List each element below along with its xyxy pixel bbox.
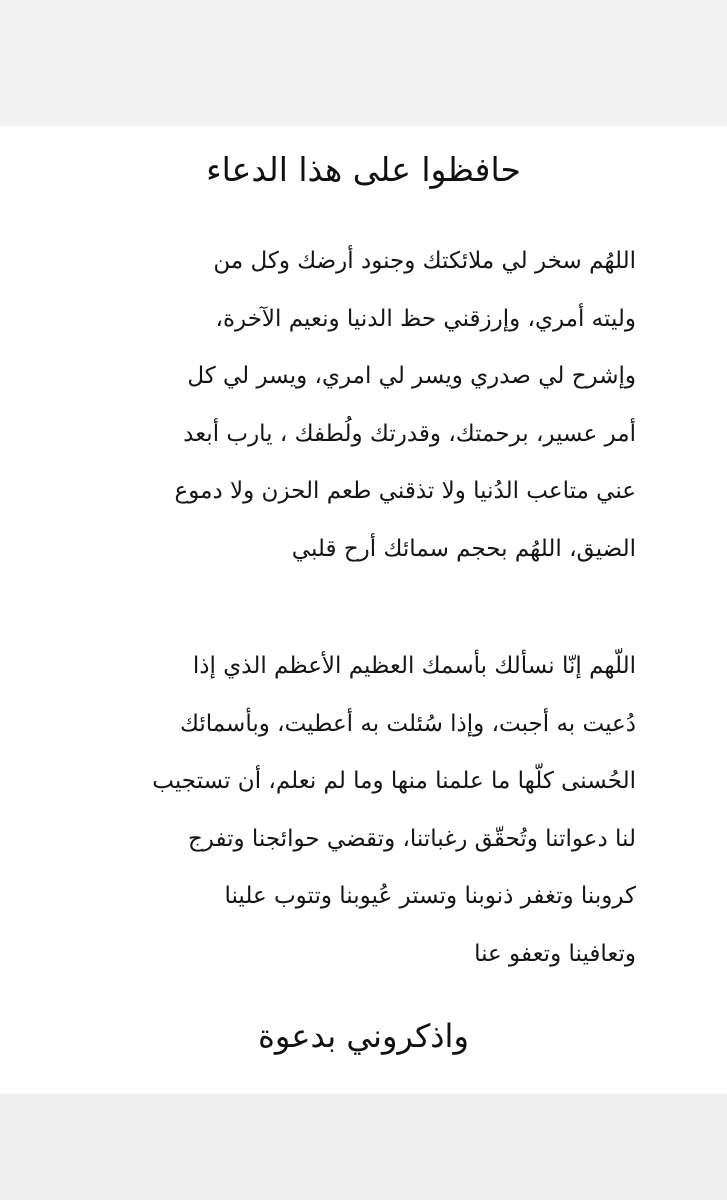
text-line: وليته أمري، وإرزقني حظ الدنيا ونعيم الآخرة، [215,305,636,332]
dua-paragraph-1 [96,233,636,578]
text-line: لنا دعواتنا وتُحقّق رغباتنا، وتقضي حوائجنا وتفرج [187,825,636,852]
text-line: أمر عسير، برحمتك، وقدرتك ولُطفك ، يارب أبعد [183,420,636,447]
dua-paragraph-2 [96,638,636,983]
text-line: دُعيت به أجبت، وإذا سُئلت به أعطيت، وبأسمائك [179,710,636,737]
bottom-margin-band [0,1094,727,1200]
text-line: الضيق، اللهُم بحجم سمائك أرح قلبي [291,535,636,562]
page-title: حافظوا على هذا الدعاء [206,150,521,189]
text-line: عني متاعب الدُنيا ولا تذقني طعم الحزن ولا دموع [174,478,636,504]
text-line: الحُسنى كلّها ما علمنا منها وما لم نعلم، أن تستجيب [152,768,636,794]
text-line: وتعافينا وتعفو عنا [474,940,636,967]
closing-line: واذكروني بدعوة [258,1017,469,1055]
top-margin-band [0,0,727,126]
text-line: كروبنا وتغفر ذنوبنا وتستر عُيوبنا وتتوب علينا [224,883,636,909]
text-line: وإشرح لي صدري ويسر لي امري، ويسر لي كل [187,363,636,389]
text-line: اللهُم سخر لي ملائكتك وجنود أرضك وكل من [213,248,636,274]
text-line: اللّهم إنّا نسألك بأسمك العظيم الأعظم الذي إذا [192,653,636,679]
